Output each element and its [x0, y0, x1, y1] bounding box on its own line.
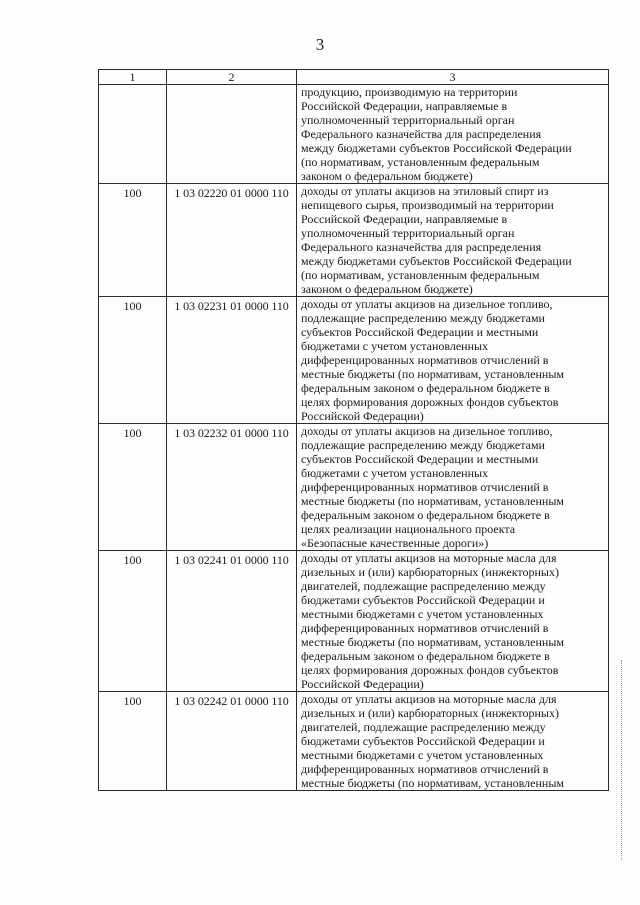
table-row: [99, 551, 609, 692]
description-line: местными бюджетами с учетом установленных: [301, 748, 544, 762]
budget-classification-code-cell: 1 03 02232 01 0000 110: [167, 424, 297, 551]
income-description-cell: [297, 297, 609, 424]
table-row: [99, 692, 609, 791]
admin-code-cell: 100: [99, 184, 167, 297]
description-line: законом о федеральном бюджете): [301, 169, 473, 183]
description-line: Федерального казначейства для распределения: [301, 127, 542, 141]
description-line: целях формирования дорожных фондов субъектов: [301, 395, 559, 409]
admin-code-cell: [99, 85, 167, 184]
income-description-cell: [297, 184, 609, 297]
income-description-cell: [297, 692, 609, 791]
description-line: законом о федеральном бюджете): [301, 282, 473, 296]
description-line: Российской Федерации): [301, 677, 424, 691]
description-line: доходы от уплаты акцизов на дизельное топливо,: [301, 297, 553, 311]
description-line: доходы от уплаты акцизов на моторные масла для: [301, 692, 557, 706]
description-line: дифференцированных нормативов отчислений в: [301, 762, 549, 776]
description-line: уполномоченный территориальный орган: [301, 226, 515, 240]
description-line: федеральным законом о федеральном бюджете в: [301, 649, 550, 663]
description-line: целях формирования дорожных фондов субъектов: [301, 663, 559, 677]
description-line: бюджетами субъектов Российской Федерации и: [301, 593, 545, 607]
description-line: доходы от уплаты акцизов на этиловый спирт из: [301, 184, 549, 198]
budget-classification-code-cell: 1 03 02220 01 0000 110: [167, 184, 297, 297]
description-line: подлежащие распределению между бюджетами: [301, 311, 545, 325]
description-line: дифференцированных нормативов отчислений в: [301, 621, 549, 635]
description-line: дизельных и (или) карбюраторных (инжекторных): [301, 565, 559, 579]
column-header-2: 2: [167, 70, 297, 85]
description-line: доходы от уплаты акцизов на моторные масла для: [301, 551, 557, 565]
admin-code-cell: 100: [99, 551, 167, 692]
table-row: [99, 424, 609, 551]
budget-classification-code-cell: 1 03 02241 01 0000 110: [167, 551, 297, 692]
description-line: (по нормативам, установленным федеральным: [301, 155, 540, 169]
description-line: Российской Федерации, направляемые в: [301, 212, 508, 226]
budget-classification-code-cell: [167, 85, 297, 184]
column-header-1: 1: [99, 70, 167, 85]
column-header-3: 3: [297, 70, 609, 85]
description-line: подлежащие распределению между бюджетами: [301, 438, 545, 452]
description-line: федеральным законом о федеральном бюджете в: [301, 381, 550, 395]
description-line: местные бюджеты (по нормативам, установленным: [301, 635, 564, 649]
budget-classification-code-cell: 1 03 02242 01 0000 110: [167, 692, 297, 791]
description-line: дизельных и (или) карбюраторных (инжекторных): [301, 706, 559, 720]
income-description-cell: [297, 424, 609, 551]
description-line: между бюджетами субъектов Российской Федерации: [301, 141, 572, 155]
description-line: Российской Федерации): [301, 409, 424, 423]
table-row: [99, 184, 609, 297]
description-line: бюджетами субъектов Российской Федерации и: [301, 734, 545, 748]
table-row: [99, 85, 609, 184]
description-line: Российской Федерации, направляемые в: [301, 99, 508, 113]
description-line: местные бюджеты (по нормативам, установленным: [301, 494, 564, 508]
description-line: дифференцированных нормативов отчислений в: [301, 480, 549, 494]
description-line: между бюджетами субъектов Российской Федерации: [301, 254, 572, 268]
description-line: двигателей, подлежащие распределению между: [301, 720, 546, 734]
description-line: продукцию, производимую на территории: [301, 85, 518, 99]
scan-edge-mark: [621, 660, 626, 860]
description-line: субъектов Российской Федерации и местными: [301, 325, 539, 339]
description-line: дифференцированных нормативов отчислений в: [301, 353, 549, 367]
income-description-cell: [297, 85, 609, 184]
table-header-row: [99, 70, 609, 85]
description-line: доходы от уплаты акцизов на дизельное топливо,: [301, 424, 553, 438]
page-number: 3: [315, 35, 325, 54]
description-line: уполномоченный территориальный орган: [301, 113, 515, 127]
description-line: местные бюджеты (по нормативам, установленным: [301, 367, 564, 381]
description-line: федеральным законом о федеральном бюджете в: [301, 508, 550, 522]
description-line: (по нормативам, установленным федеральным: [301, 268, 540, 282]
admin-code-cell: 100: [99, 692, 167, 791]
admin-code-cell: 100: [99, 297, 167, 424]
description-line: местными бюджетами с учетом установленных: [301, 607, 544, 621]
description-line: бюджетами с учетом установленных: [301, 339, 489, 353]
description-line: «Безопасные качественные дороги»): [301, 536, 489, 550]
description-line: двигателей, подлежащие распределению между: [301, 579, 546, 593]
income-codes-table: [98, 69, 609, 791]
description-line: местные бюджеты (по нормативам, установленным: [301, 776, 564, 790]
budget-classification-code-cell: 1 03 02231 01 0000 110: [167, 297, 297, 424]
description-line: целях реализации национального проекта: [301, 522, 516, 536]
description-line: субъектов Российской Федерации и местными: [301, 452, 539, 466]
table-row: [99, 297, 609, 424]
income-description-cell: [297, 551, 609, 692]
admin-code-cell: 100: [99, 424, 167, 551]
description-line: Федерального казначейства для распределения: [301, 240, 542, 254]
description-line: непищевого сырья, производимый на территории: [301, 198, 554, 212]
description-line: бюджетами с учетом установленных: [301, 466, 489, 480]
